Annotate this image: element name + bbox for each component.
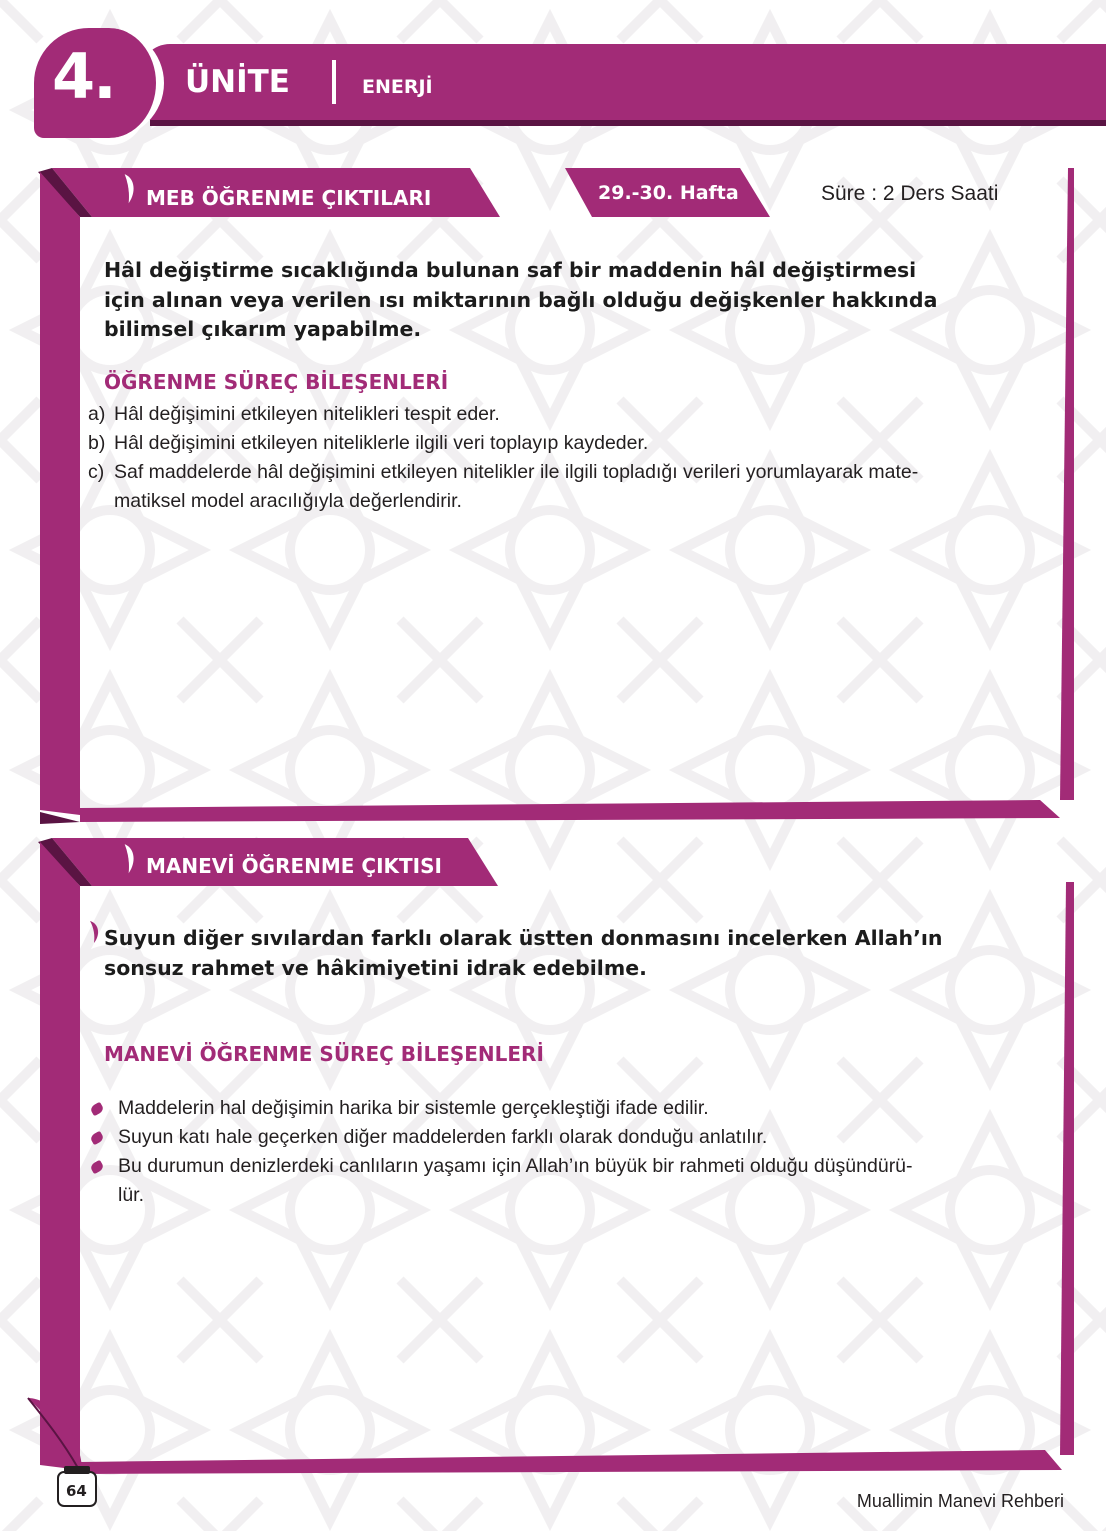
meb-components-title: ÖĞRENME SÜREÇ BİLEŞENLERİ [104,370,449,394]
page-number: 64 [66,1482,87,1500]
bullet-icon [89,1160,104,1175]
week-label: 29.-30. Hafta [598,182,739,204]
list-item: b) Hâl değişimini etkileyen niteliklerle ilgili veri toplayıp kaydeder. [88,432,649,454]
unit-label: ÜNİTE [185,64,290,100]
feather-icon [88,920,102,944]
list-item: Bu durumun denizlerdeki canlıların yaşamı için Allah’ın büyük bir rahmeti olduğu düşündürü- lür. [88,1152,1048,1210]
bullet-icon [89,1102,104,1117]
unit-topic: ENERJİ [362,76,433,98]
manevi-components-list [88,1094,1048,1210]
feather-icon [120,172,138,206]
meb-components-list [88,400,1048,516]
list-item: a) Hâl değişimini etkileyen nitelikleri tespit eder. [88,403,500,425]
list-item: Maddelerin hal değişimin harika bir sistemle gerçekleştiği ifade edilir. [88,1094,1048,1123]
manevi-section-title: MANEVİ ÖĞRENME ÇIKTISI [146,854,442,878]
manevi-outcome: Suyun diğer sıvılardan farklı olarak üstten donmasını incelerken Allah’ın sonsuz rahmet ve hâkimiyetini idrak edebilme. [104,926,943,980]
meb-section-title: MEB ÖĞRENME ÇIKTILARI [146,186,432,210]
duration-label: Süre : 2 Ders Saati [821,182,999,205]
feather-icon [120,842,138,876]
book-title: Muallimin Manevi Rehberi [856,1491,1064,1511]
bullet-icon [89,1131,104,1146]
list-item: c) Saf maddelerde hâl değişimini etkileyen nitelikler ile ilgili topladığı verileri yorumlayarak mate- matiksel model aracılığıyla değerlendirir. [88,461,919,512]
header-divider [332,60,336,104]
manevi-components-title: MANEVİ ÖĞRENME SÜREÇ BİLEŞENLERİ [104,1042,544,1066]
list-item: Suyun katı hale geçerken diğer maddelerden farklı olarak donduğu anlatılır. [88,1123,1048,1152]
unit-number: 4. [52,40,115,113]
meb-outcome: Hâl değiştirme sıcaklığında bulunan saf bir maddenin hâl değiştirmesi için alınan veya verilen ısı miktarının bağlı olduğu değişkenler hakkında bilimsel çıkarım yapabilme. [104,258,938,341]
